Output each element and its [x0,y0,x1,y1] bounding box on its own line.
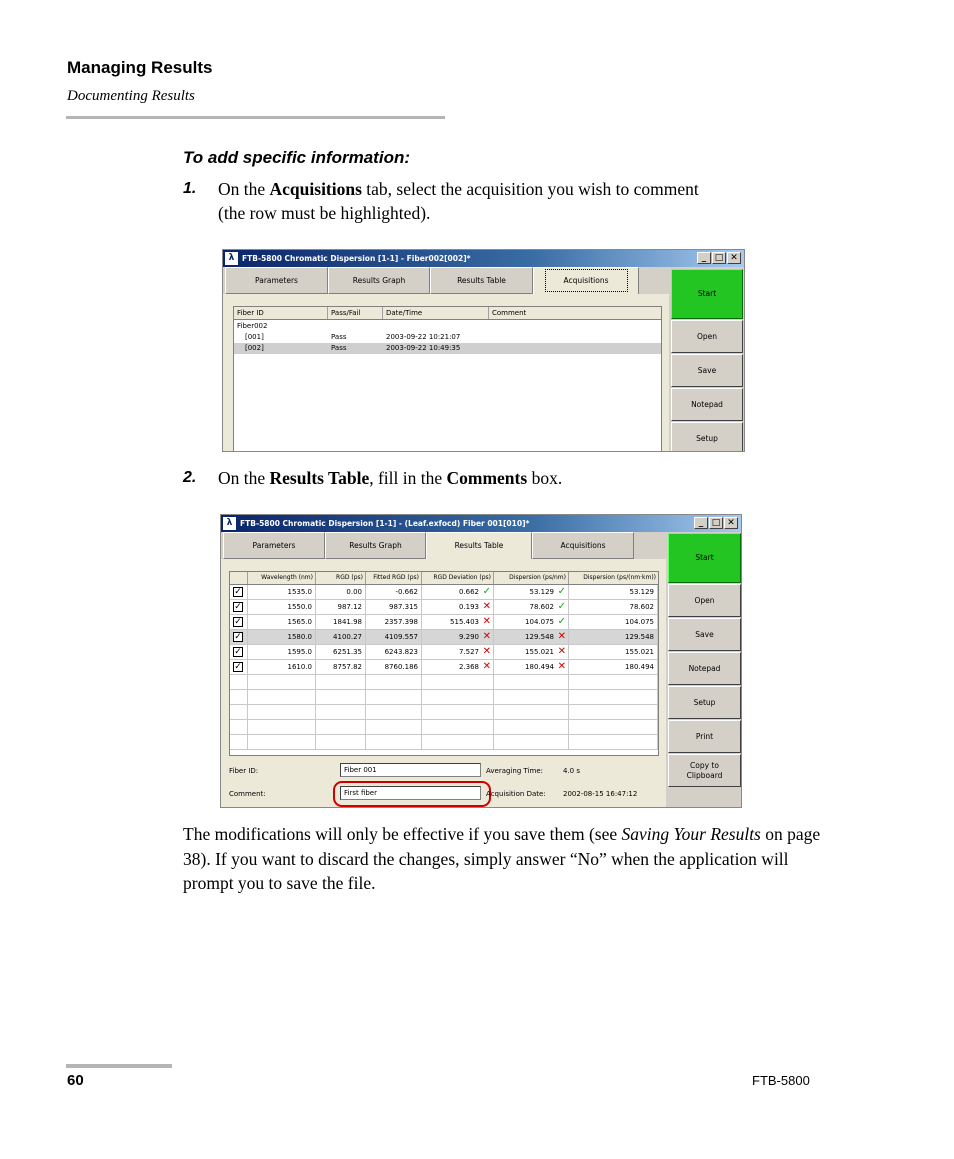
empty-row[interactable] [230,720,658,735]
window-title-bar [221,515,741,532]
acquisition-date-value: 2002-08-15 16:47:12 [563,790,638,798]
side-button-panel [669,267,744,451]
cell-wl [248,645,316,660]
cell-disp [494,690,569,705]
start-button[interactable]: Start [668,533,741,583]
date-time: 2003-09-22 10:21:07 [386,333,461,341]
maximize-icon[interactable]: □ [709,517,723,529]
row-checkbox[interactable]: ✓ [234,602,242,612]
cell-value: 2.368 [458,663,479,671]
cell-disp [494,675,569,690]
cell-wl [248,660,316,675]
page-number: 60 [67,1072,84,1089]
cell-dev [422,615,494,630]
cell-dkm [569,675,658,690]
cell-dkm [569,735,658,750]
cell-value: 155.021 [525,648,554,656]
cell-value: 1565.0 [287,618,312,626]
col-wavelength[interactable]: Wavelength (nm) [248,572,316,584]
product-name: FTB-5800 [752,1073,810,1088]
maximize-icon[interactable]: □ [712,252,726,264]
cell-dkm [569,690,658,705]
tab-panel [221,559,666,807]
cell-value: 4100.27 [333,633,362,641]
step-1-text: On the Acquisitions tab, select the acquisition you wish to comment (the row must be highlighted). [218,179,699,223]
tab-parameters[interactable]: Parameters [225,267,328,294]
row-select-cell [230,675,248,690]
cell-rgd [316,705,366,720]
row-select-cell [230,630,248,645]
open-button[interactable]: Open [671,320,743,353]
fiber-id: [002] [245,344,264,352]
cell-rgd [316,645,366,660]
fail-x-icon: ✕ [482,661,491,672]
cell-fit [366,660,422,675]
copy-to-clipboard-button[interactable]: Copy to Clipboard [668,754,741,787]
cell-value: 78.602 [629,603,654,611]
minimize-icon[interactable]: _ [697,252,711,264]
fiber-id-label: Fiber ID: [229,767,259,775]
cell-disp [494,645,569,660]
cell-value: 9.290 [458,633,479,641]
minimize-icon[interactable]: _ [694,517,708,529]
list-header [234,307,661,320]
cell-disp [494,630,569,645]
cell-value: 8757.82 [333,663,362,671]
cell-value: 1580.0 [287,633,312,641]
cell-value: 987.315 [389,603,418,611]
cell-dev [422,585,494,600]
list-item[interactable] [234,321,661,332]
cell-value: 104.075 [625,618,654,626]
step-2-text: On the Results Table, fill in the Comments box. [218,468,563,488]
cell-value: 180.494 [525,663,554,671]
cell-wl [248,615,316,630]
comment-field[interactable]: First fiber [340,786,481,800]
row-checkbox[interactable]: ✓ [234,587,242,597]
cell-wl [248,735,316,750]
table-row[interactable] [230,600,658,615]
cell-value: 104.075 [525,618,554,626]
grid-header [230,572,658,585]
row-select-cell [230,720,248,735]
body-paragraph: The modifications will only be effective if you save them (see Saving Your Results on page 38). If you want to discard the changes, simply answer “No” when the application will prompt you to save the file. [183,824,821,893]
setup-button[interactable]: Setup [668,686,741,719]
fail-x-icon: ✕ [557,631,566,642]
results-grid[interactable] [229,571,659,756]
cell-fit [366,720,422,735]
col-dispersion-km[interactable]: Dispersion (ps/(nm·km)) [583,574,656,581]
table-row[interactable] [230,615,658,630]
cell-dkm [569,705,658,720]
empty-row[interactable] [230,675,658,690]
cell-fit [366,675,422,690]
save-button[interactable]: Save [671,354,743,387]
header-divider [66,116,445,119]
averaging-time-label: Averaging Time: [486,767,543,775]
fiber-id-field[interactable]: Fiber 001 [340,763,481,777]
cell-wl [248,690,316,705]
grid-body [230,585,658,755]
window-title: FTB-5800 Chromatic Dispersion [1-1] - (Leaf.exfocd) Fiber 001[010]* [240,519,530,528]
cell-rgd [316,600,366,615]
row-checkbox[interactable]: ✓ [234,632,242,642]
print-button[interactable]: Print [668,720,741,753]
cell-dev [422,705,494,720]
step-2-number: 2. [183,469,197,486]
cell-disp [494,615,569,630]
cell-dev [422,600,494,615]
acquisitions-list[interactable] [233,306,662,452]
cell-fit [366,645,422,660]
tab-results-graph[interactable]: Results Graph [325,532,426,559]
cell-wl [248,705,316,720]
cell-disp [494,660,569,675]
col-rgd[interactable]: RGD (ps) [316,572,366,584]
cell-wl [248,630,316,645]
list-item[interactable] [234,332,661,343]
pass-fail: Pass [331,333,347,341]
cell-dkm [569,615,658,630]
pass-fail: Pass [331,344,347,352]
cell-dkm [569,630,658,645]
footer-divider [66,1064,172,1068]
cell-dkm [569,645,658,660]
cell-value: 0.193 [458,603,479,611]
cell-value: 515.403 [450,618,479,626]
tab-bar [223,267,669,294]
cell-fit [366,585,422,600]
cell-dkm [569,660,658,675]
cell-rgd [316,675,366,690]
cell-dev [422,630,494,645]
averaging-time-value: 4.0 s [563,767,581,775]
cell-disp [494,705,569,720]
fail-x-icon: ✕ [557,646,566,657]
fiber-id: [001] [245,333,264,341]
section-title: Managing Results [67,58,213,77]
col-pass-fail[interactable]: Pass/Fail [328,307,383,319]
row-select-cell [230,615,248,630]
pass-check-icon: ✓ [557,601,566,612]
date-time: 2003-09-22 10:49:35 [386,344,461,352]
cell-rgd [316,690,366,705]
tab-acquisitions[interactable]: Acquisitions [533,267,639,294]
col-fitted-rgd[interactable]: Fitted RGD (ps) [366,572,422,584]
row-select-cell [230,645,248,660]
col-fiber-id[interactable]: Fiber ID [234,307,328,319]
col-rgd-deviation[interactable]: RGD Deviation (ps) [422,572,494,584]
cell-rgd [316,720,366,735]
cell-dev [422,645,494,660]
close-icon[interactable]: ✕ [724,517,738,529]
cell-rgd [316,660,366,675]
cell-value: 1550.0 [287,603,312,611]
close-icon[interactable]: ✕ [727,252,741,264]
comment-label: Comment: [229,790,266,798]
cell-wl [248,600,316,615]
pass-check-icon: ✓ [482,586,491,597]
acquisition-date-label: Acquisition Date: [486,790,546,798]
side-button-panel [666,532,741,807]
section-subtitle: Documenting Results [67,88,195,104]
empty-row[interactable] [230,690,658,705]
tab-parameters[interactable]: Parameters [223,532,325,559]
cell-value: 1841.98 [333,618,362,626]
cell-fit [366,705,422,720]
cell-value: 2357.398 [384,618,418,626]
cell-fit [366,630,422,645]
cell-value: 0.00 [346,588,362,596]
pass-check-icon: ✓ [557,616,566,627]
cell-rgd [316,585,366,600]
row-select-cell [230,660,248,675]
cell-fit [366,600,422,615]
cell-dkm [569,585,658,600]
table-row-selected[interactable] [230,630,658,645]
fail-x-icon: ✕ [482,646,491,657]
tab-acquisitions[interactable]: Acquisitions [532,532,634,559]
open-button[interactable]: Open [668,584,741,617]
table-row[interactable] [230,585,658,600]
window-title: FTB-5800 Chromatic Dispersion [1-1] - Fiber002[002]* [242,254,471,263]
lambda-icon: λ [223,517,236,530]
cell-value: 53.129 [629,588,654,596]
row-checkbox[interactable]: ✓ [234,662,242,672]
table-row[interactable] [230,660,658,675]
step-1-number: 1. [183,180,197,197]
table-row[interactable] [230,645,658,660]
cell-wl [248,675,316,690]
cell-wl [248,585,316,600]
row-checkbox[interactable]: ✓ [234,617,242,627]
cell-disp [494,600,569,615]
cell-value: 8760.186 [384,663,418,671]
cell-wl [248,720,316,735]
cell-value: 129.548 [525,633,554,641]
cell-value: 7.527 [458,648,479,656]
acquisitions-window [222,249,745,452]
cell-fit [366,615,422,630]
cell-disp [494,720,569,735]
tab-bar [221,532,666,559]
tab-panel [223,294,669,451]
cell-dev [422,660,494,675]
row-checkbox[interactable]: ✓ [234,647,242,657]
cell-rgd [316,735,366,750]
cell-value: 180.494 [625,663,654,671]
fail-x-icon: ✕ [482,616,491,627]
cell-value: -0.662 [395,588,418,596]
cell-value: 6243.823 [384,648,418,656]
cell-dkm [569,600,658,615]
cell-dkm [569,720,658,735]
empty-row[interactable] [230,735,658,750]
fail-x-icon: ✕ [557,661,566,672]
col-select [230,572,248,584]
save-button[interactable]: Save [668,618,741,651]
setup-button[interactable]: Setup [671,422,743,452]
start-button[interactable]: Start [671,269,743,319]
cell-rgd [316,630,366,645]
cell-value: 1610.0 [287,663,312,671]
tab-results-table[interactable]: Results Table [430,267,533,294]
cell-value: 78.602 [529,603,554,611]
col-dispersion[interactable]: Dispersion (ps/nm) [494,572,569,584]
cell-value: 129.548 [625,633,654,641]
tab-results-graph[interactable]: Results Graph [328,267,430,294]
cell-dev [422,675,494,690]
window-title-bar [223,250,744,267]
fail-x-icon: ✕ [482,631,491,642]
row-select-cell [230,600,248,615]
results-table-window [220,514,742,808]
cell-value: 155.021 [625,648,654,656]
row-select-cell [230,690,248,705]
cell-rgd [316,615,366,630]
cell-value: 0.662 [458,588,479,596]
row-select-cell [230,735,248,750]
col-comment[interactable]: Comment [492,309,527,317]
lambda-icon: λ [225,252,238,265]
cell-value: 53.129 [529,588,554,596]
cell-dev [422,720,494,735]
tab-results-table[interactable]: Results Table [426,532,532,559]
comment-highlight [333,781,491,807]
cell-fit [366,735,422,750]
notepad-button[interactable]: Notepad [671,388,743,421]
cell-value: 987.12 [337,603,362,611]
list-item-selected[interactable] [234,343,661,354]
cell-value: 1535.0 [287,588,312,596]
cell-dev [422,690,494,705]
cell-disp [494,735,569,750]
cell-dev [422,735,494,750]
pass-check-icon: ✓ [557,586,566,597]
cell-value: 1595.0 [287,648,312,656]
cell-fit [366,690,422,705]
fiber-id: Fiber002 [237,322,268,330]
cell-value: 4109.557 [384,633,418,641]
cell-value: 6251.35 [333,648,362,656]
cell-disp [494,585,569,600]
empty-row[interactable] [230,705,658,720]
row-select-cell [230,585,248,600]
cross-reference-link[interactable]: Saving Your Results [621,824,761,844]
procedure-heading: To add specific information: [183,148,410,167]
fail-x-icon: ✕ [482,601,491,612]
row-select-cell [230,705,248,720]
notepad-button[interactable]: Notepad [668,652,741,685]
col-date-time[interactable]: Date/Time [383,307,489,319]
